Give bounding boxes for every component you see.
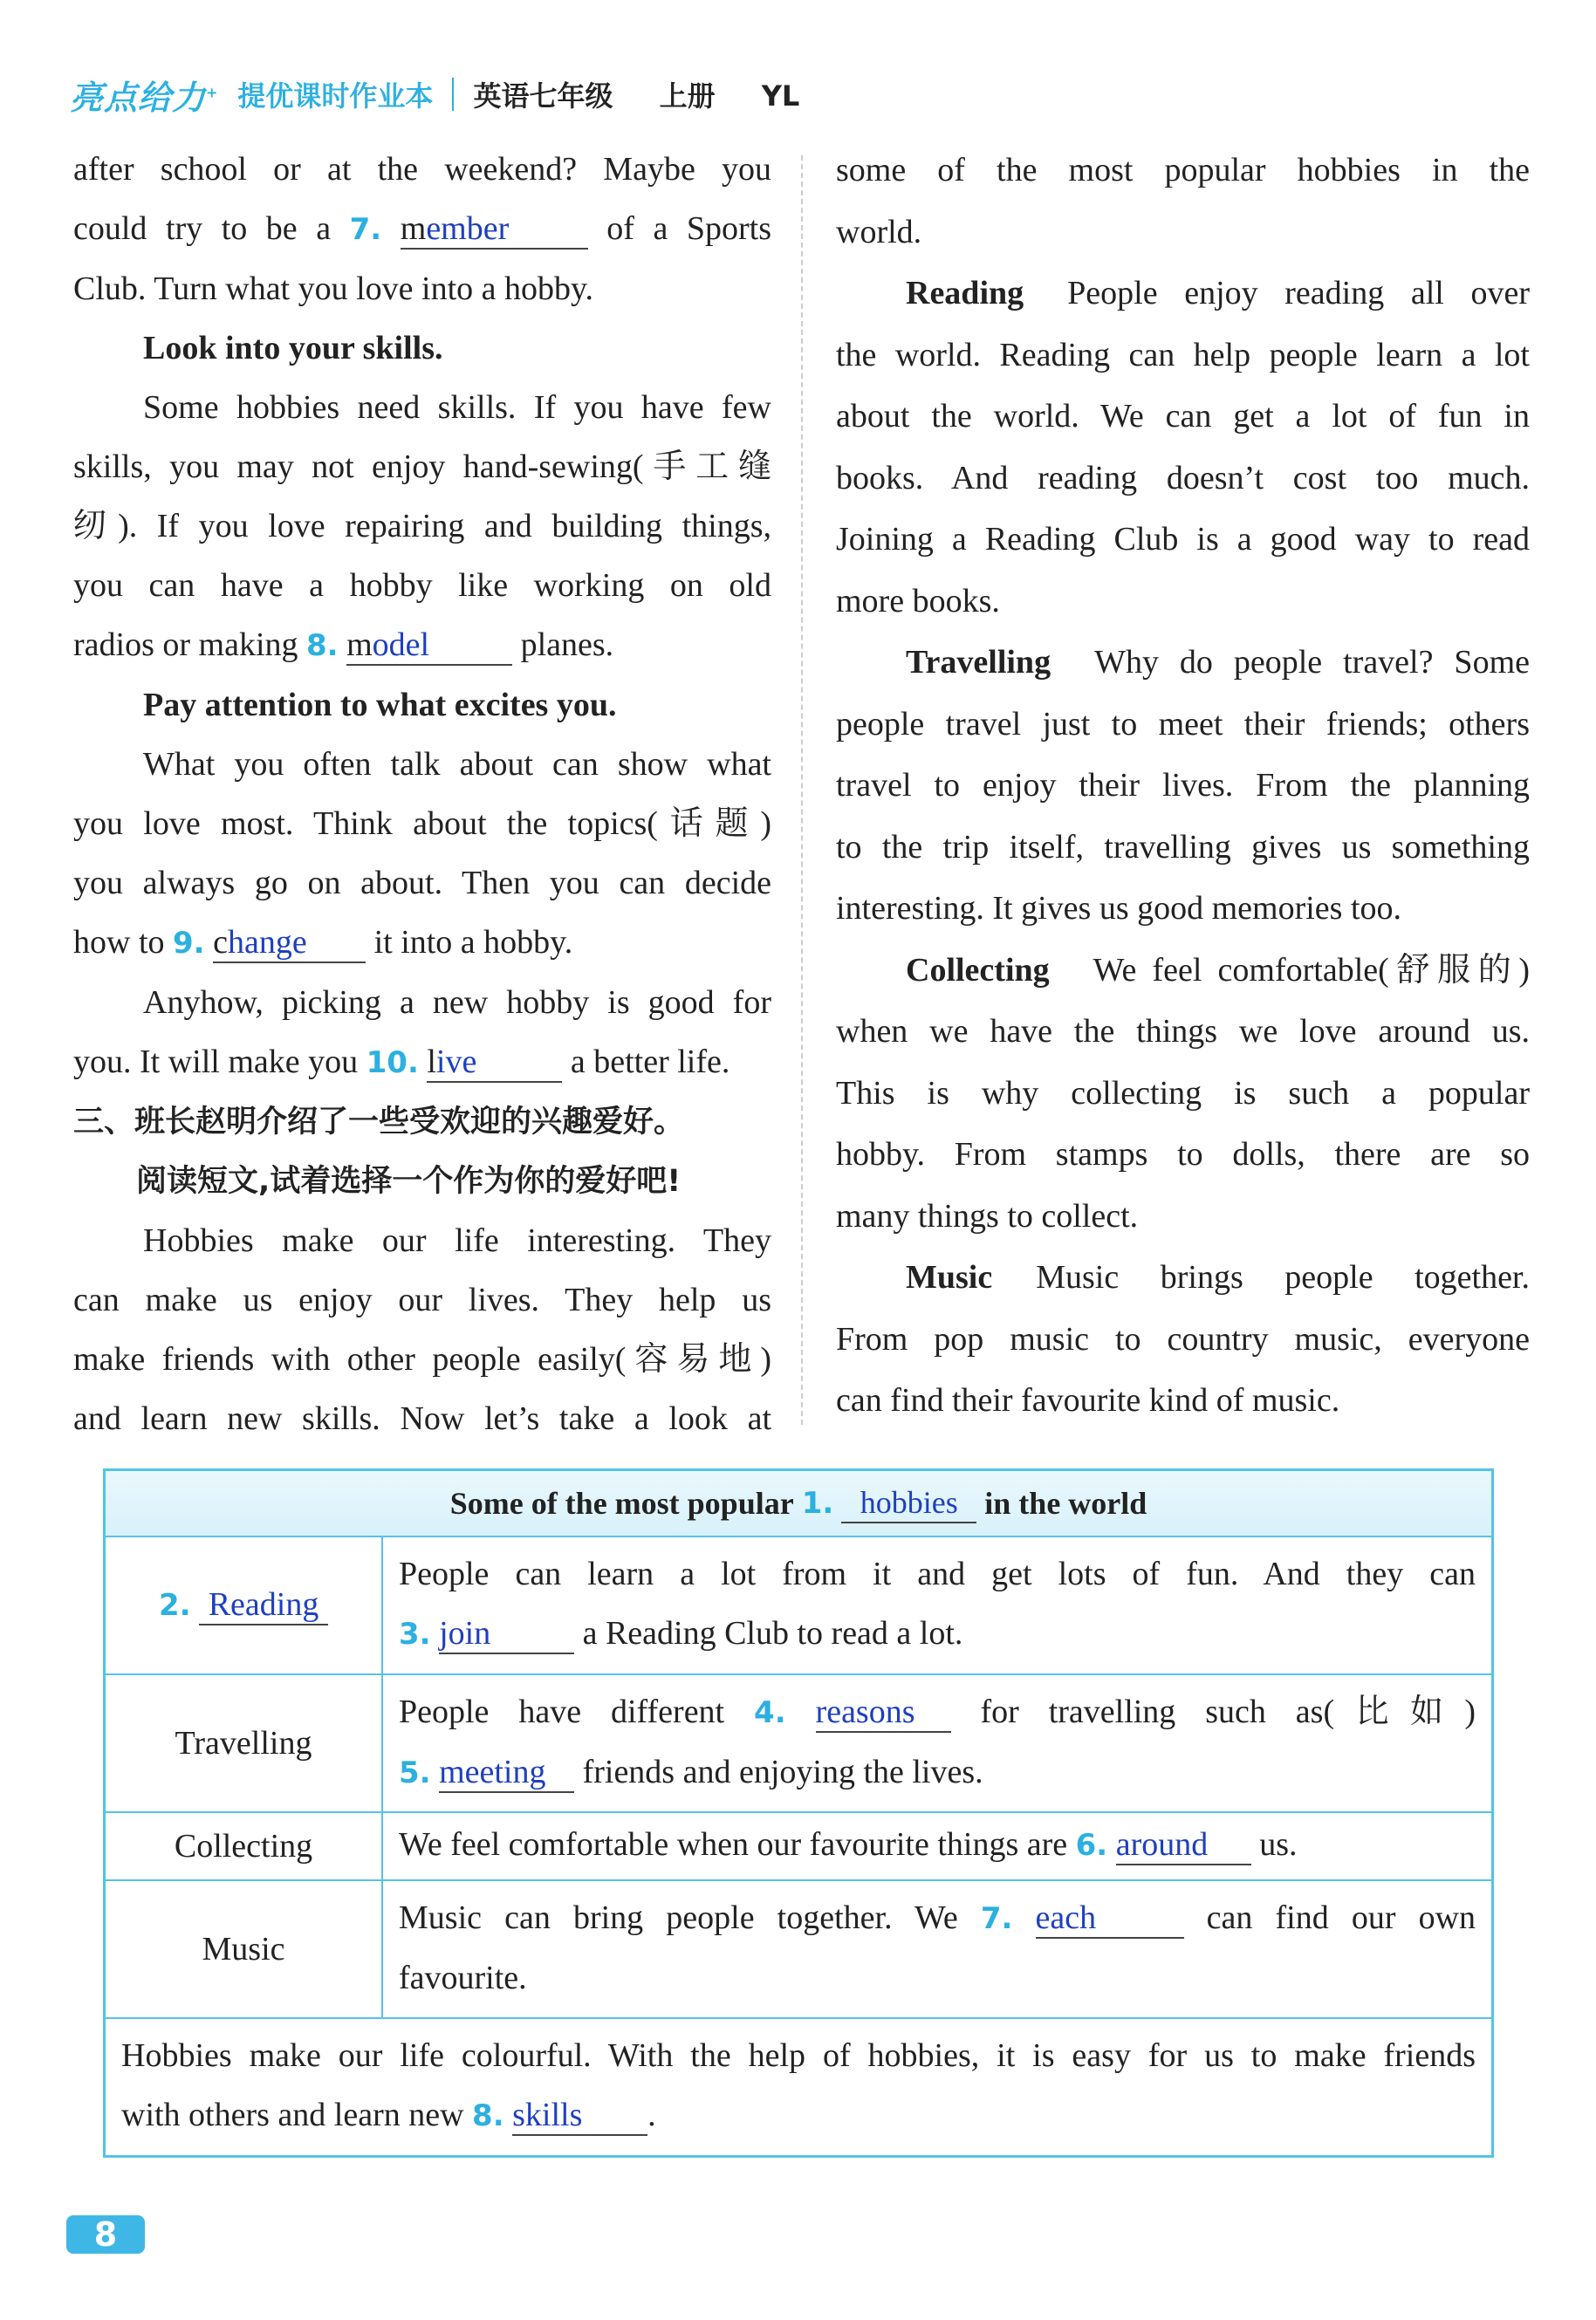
text-line: some of the most popular hobbies in the [836,152,1530,188]
edition-label: YL [761,79,800,113]
row-label-cell: Collecting [106,1813,383,1879]
text-line: can make us enjoy our lives. They help us [73,1282,771,1318]
answer-blank-8[interactable]: model [346,626,512,666]
reading-para-start: Reading People enjoy reading all over [906,275,1530,311]
section-instruction: 阅读短文,试着选择一个作为你的爱好吧! [136,1164,682,1199]
text-line: Some hobbies need skills. If you have few [143,389,771,426]
answer-blank-t5[interactable]: meeting [439,1753,574,1793]
summary-table [103,1468,1494,2158]
blank-line-8: radios or making 8. model planes. [73,615,771,675]
blank-line-10: you. It will make you 10. live a better life. [73,1032,771,1092]
grade-info [473,74,836,114]
answer-blank-10[interactable]: live [427,1043,562,1083]
book-subtitle: 提优课时作业本 [237,79,434,113]
keyword-travelling: Travelling [906,644,1051,681]
answer-blank-7[interactable]: member [401,209,588,250]
text-line: travel to enjoy their lives. From the planning [836,767,1530,804]
text-line: you love most. Think about the topics(话题) [73,805,771,842]
answer-blank-t8[interactable]: skills [512,2096,647,2136]
brand-logo: 亮点给力+ [70,78,219,117]
blank-line-9: how to 9. change it into a hobby. [73,913,771,973]
summary-cell: Hobbies make our life colourful. With the help of hobbies, it is easy for us to make friends with others and learn new 8. skills . [106,2019,1491,2155]
answer-blank-t3[interactable]: join [439,1614,574,1654]
right-column [836,140,1530,1432]
text-line: can find their favourite kind of music. [836,1382,1340,1419]
text-line: Joining a Reading Club is a good way to read [836,521,1530,558]
table-row [106,1673,1491,1811]
answer-blank-t2[interactable]: Reading [199,1585,328,1625]
text-line: about the world. We can get a lot of fun in [836,398,1530,435]
text-line: to the trip itself, travelling gives us something [836,828,1530,866]
row-content-cell: We feel comfortable when our favourite things are 6. around us. [383,1813,1491,1879]
answer-blank-t4[interactable]: reasons [816,1693,951,1733]
text-line: after school or at the weekend? Maybe you [73,151,771,188]
text-line: skills, you may not enjoy hand-sewing(手工缝 [73,448,771,485]
answer-blank-9[interactable]: change [213,923,366,963]
table-row [106,1879,1491,2017]
table-summary-row [106,2017,1491,2155]
table-row [106,1811,1491,1879]
text-line: more books. [836,582,1000,619]
text-line: when we have the things we love around us. [836,1013,1530,1050]
text-line: many things to collect. [836,1197,1139,1235]
collecting-para-start: Collecting We feel comfortable(舒服的) [906,951,1530,989]
text-line: Anyhow, picking a new hobby is good for [143,984,771,1021]
text-line: interesting. It gives us good memories too. [836,890,1402,927]
keyword-music: Music [906,1259,993,1296]
text-line: From pop music to country music, everyone [836,1320,1530,1358]
page-number: 8 [66,2215,145,2254]
volume-label: 上册 [659,79,716,113]
page-header [70,68,836,120]
music-para-start: Music Music brings people together. [906,1259,1530,1296]
text-line: make friends with other people easily(容易地) [73,1341,771,1378]
table-title-row: Some of the most popular 1. hobbies in the world [106,1471,1491,1536]
row-content-cell: People can learn a lot from it and get lots of fun. And they can 3. join a Reading Club to read a lot. [383,1537,1491,1673]
text-line: you can have a hobby like working on old [73,567,771,604]
text-line: What you often talk about can show what [143,746,771,783]
table-row [106,1536,1491,1673]
blank-line-7: could try to be a 7. member of a Sports [73,199,771,259]
text-line: and learn new skills. Now let’s take a look at [73,1400,771,1437]
text-line: Hobbies make our life interesting. They [143,1222,771,1259]
text-line: the world. Reading can help people learn a lot [836,336,1530,373]
section-title: 三、班长赵明介绍了一些受欢迎的兴趣爱好。 [73,1105,685,1139]
row-label-cell: 2. Reading [106,1537,383,1673]
text-line: Club. Turn what you love into a hobby. [73,270,594,307]
text-line: world. [836,213,922,250]
row-content-cell: People have different 4. reasons for travelling such as(比如) 5. meeting friends and enjoying the lives. [383,1675,1491,1811]
column-divider [801,155,803,1425]
text-line: people travel just to meet their friends; others [836,705,1530,743]
subject-label: 英语七年级 [473,79,613,113]
text-line: This is why collecting is such a popular [836,1074,1530,1112]
row-label-cell: Travelling [106,1675,383,1811]
answer-blank-t1[interactable]: hobbies [841,1483,976,1523]
text-line: you always go on about. Then you can decide [73,865,771,901]
travelling-para-start: Travelling Why do people travel? Some [906,644,1530,681]
subheading: Look into your skills. [143,330,443,366]
row-label-cell: Music [106,1881,383,2017]
answer-blank-t7[interactable]: each [1036,1899,1184,1939]
answer-blank-t6[interactable]: around [1116,1825,1251,1865]
keyword-reading: Reading [906,275,1024,311]
text-line: 纫). If you love repairing and building things, [73,508,771,544]
text-line: hobby. From stamps to dolls, there are so [836,1136,1530,1173]
keyword-collecting: Collecting [906,951,1050,989]
row-content-cell: Music can bring people together. We 7. each can find our own favourite. [399,1899,1476,1996]
text-line: books. And reading doesn’t cost too much. [836,459,1530,496]
subheading: Pay attention to what excites you. [143,687,617,723]
header-divider [452,78,454,111]
left-column [73,140,771,1448]
